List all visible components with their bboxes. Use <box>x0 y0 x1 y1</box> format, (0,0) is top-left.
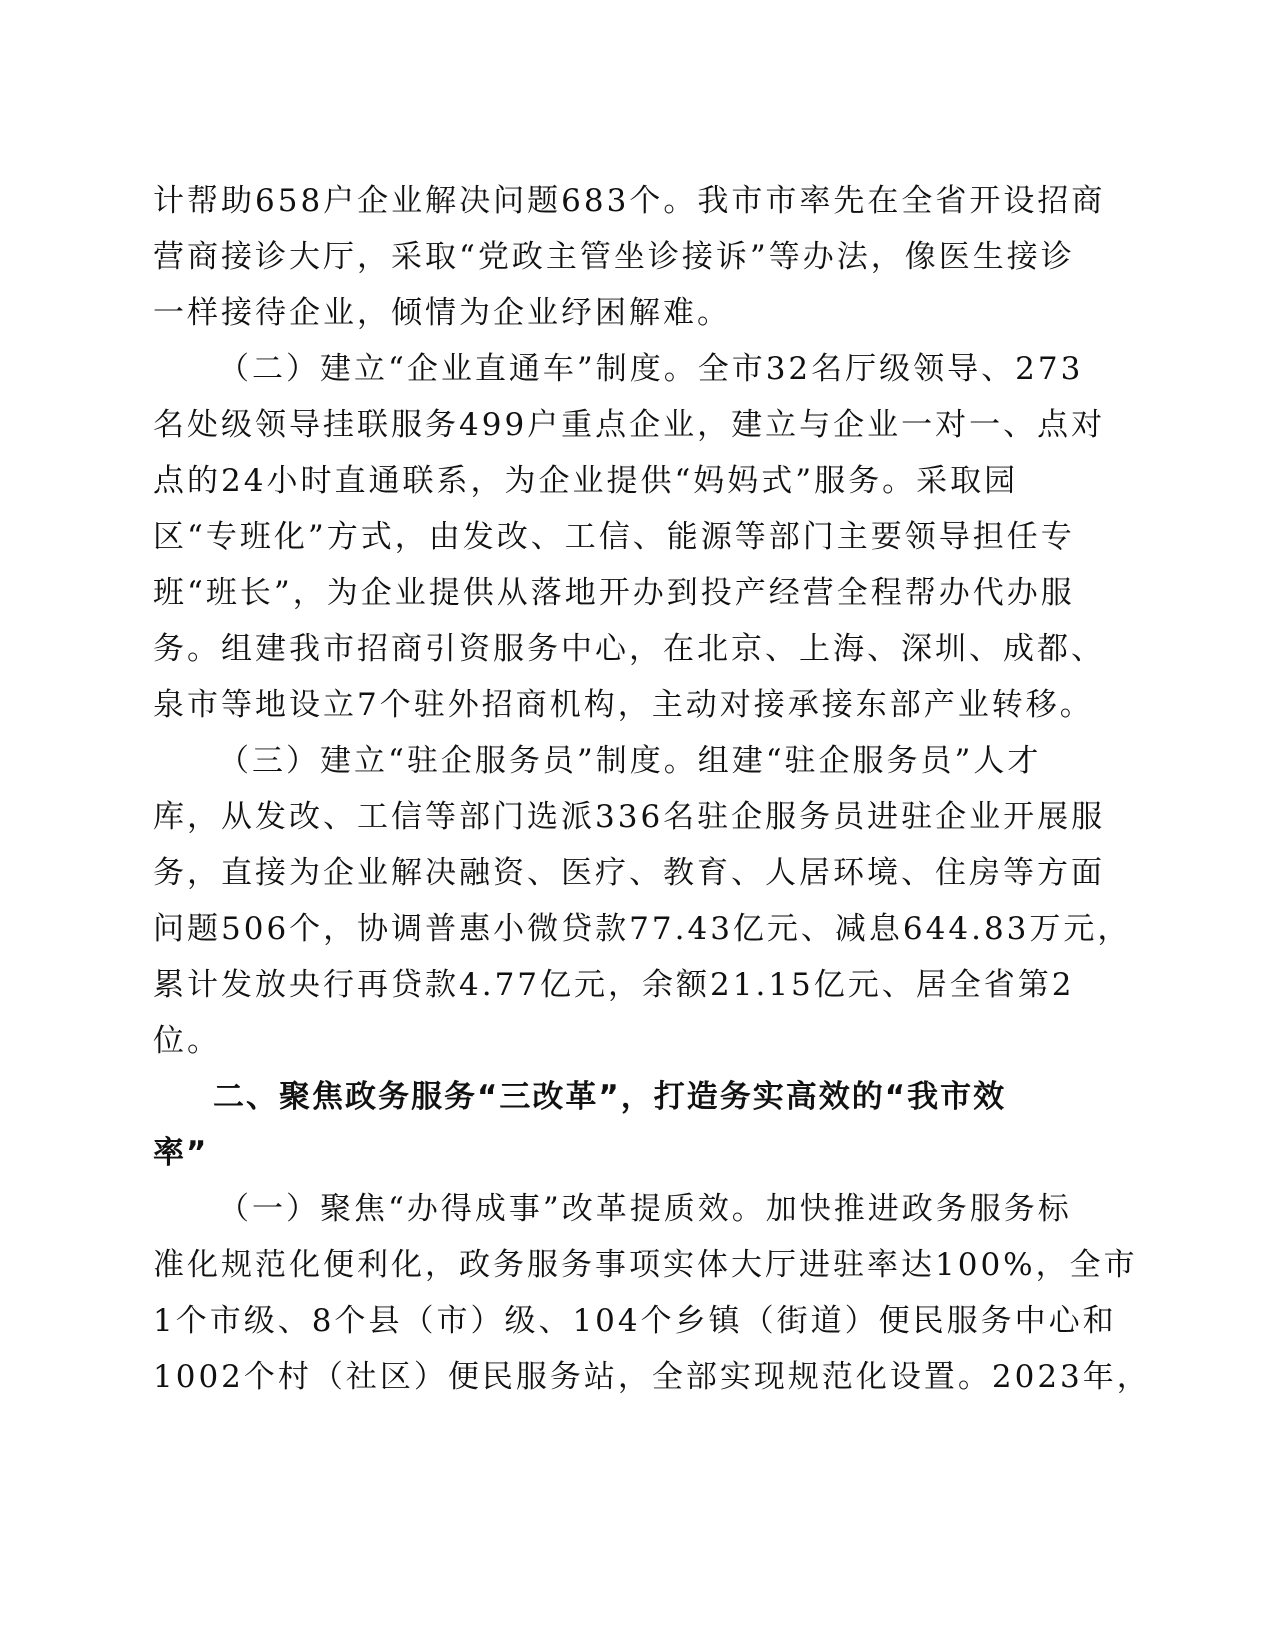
body-text-line: 位。 <box>153 1023 221 1059</box>
body-text-line: 计帮助658户企业解决问题683个。我市市率先在全省开设招商 <box>153 183 1106 219</box>
body-text-line: 累计发放央行再贷款4.77亿元，余额21.15亿元、居全省第2 <box>153 967 1075 1003</box>
section-paragraph-start: （三）建立“驻企服务员”制度。组建“驻企服务员”人才 <box>218 743 1042 779</box>
body-text-line: 泉市等地设立7个驻外招商机构，主动对接承接东部产业转移。 <box>153 687 1094 723</box>
body-text-line: 库，从发改、工信等部门选派336名驻企服务员进驻企业开展服 <box>153 799 1106 835</box>
section-paragraph-start: （一）聚焦“办得成事”改革提质效。加快推进政务服务标 <box>218 1191 1072 1227</box>
section-paragraph-start: （二）建立“企业直通车”制度。全市32名厅级领导、273 <box>218 351 1084 387</box>
body-text-line: 一样接待企业，倾情为企业纾困解难。 <box>153 295 731 331</box>
body-text-line: 名处级领导挂联服务499户重点企业，建立与企业一对一、点对 <box>153 407 1106 443</box>
body-text-line: 1个市级、8个县（市）级、104个乡镇（街道）便民服务中心和 <box>153 1303 1117 1339</box>
body-text-line: 营商接诊大厅，采取“党政主管坐诊接诉”等办法，像医生接诊 <box>153 239 1075 275</box>
body-text-line: 班“班长”，为企业提供从落地开办到投产经营全程帮办代办服 <box>153 575 1075 611</box>
section-heading-continued: 率” <box>153 1135 209 1171</box>
body-text-line: 准化规范化便利化，政务服务事项实体大厅进驻率达100%，全市 <box>153 1247 1138 1283</box>
body-text-line: 点的24小时直通联系，为企业提供“妈妈式”服务。采取园 <box>153 463 1019 499</box>
section-heading: 二、聚焦政务服务“三改革”，打造务实高效的“我市效 <box>213 1079 1007 1115</box>
body-text-line: 区“专班化”方式，由发改、工信、能源等部门主要领导担任专 <box>153 519 1075 555</box>
body-text-line: 务。组建我市招商引资服务中心，在北京、上海、深圳、成都、 <box>153 631 1105 667</box>
body-text-line: 1002个村（社区）便民服务站，全部实现规范化设置。2023年， <box>153 1359 1151 1395</box>
body-text-line: 务，直接为企业解决融资、医疗、教育、人居环境、住房等方面 <box>153 855 1105 891</box>
body-text-line: 问题506个，协调普惠小微贷款77.43亿元、减息644.83万元， <box>153 911 1132 947</box>
